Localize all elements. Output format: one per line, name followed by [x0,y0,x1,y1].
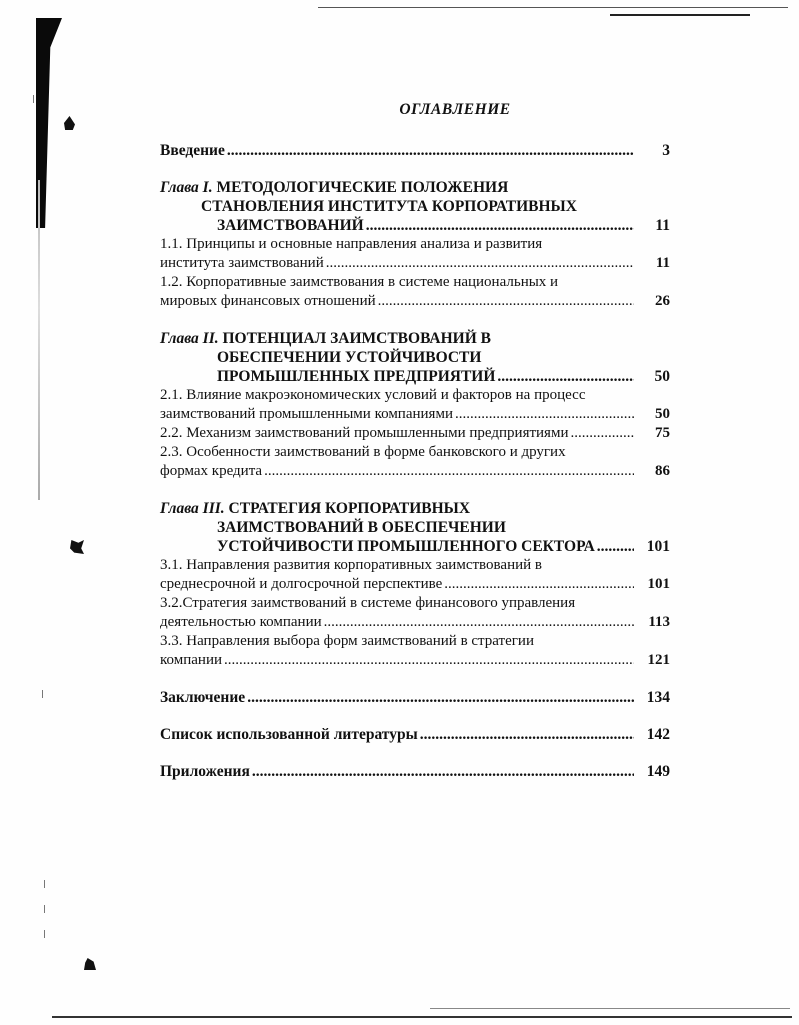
chapter-title-line: ЗАИМСТВОВАНИЙ В ОБЕСПЕЧЕНИИ [217,519,506,536]
leader-dots [247,688,634,707]
toc-entry-conclusion [160,688,670,707]
toc-entry-label: Приложения [160,763,250,780]
scan-tick [42,690,43,698]
scan-blot [84,958,96,970]
scan-tick [44,930,45,938]
toc-page-number: 149 [646,763,670,780]
toc-page-number: 113 [648,614,670,630]
scan-tick [44,905,45,913]
section-title-line: 2.2. Механизм заимствований промышленными предприятиями [160,425,569,441]
leader-dots [326,254,634,273]
section-title-line: института заимствований [160,255,324,271]
section-title-line: деятельностью компании [160,614,322,630]
leader-dots [224,651,634,670]
scan-tick [44,880,45,888]
scan-artifact-edge [38,180,40,500]
section-title-line: 3.1. Направления развития корпоративных заимствований в [160,557,542,573]
toc-page-number: 101 [646,538,670,555]
toc-page-number: 121 [647,652,670,668]
toc-page-number: 50 [655,406,670,422]
scan-artifact-line [610,14,750,16]
leader-dots [444,575,634,594]
section-title-line: среднесрочной и долгосрочной перспективе [160,576,443,592]
toc-page-number: 3 [662,142,670,159]
chapter-title-line: ПРОМЫШЛЕННЫХ ПРЕДПРИЯТИЙ [217,368,496,385]
section-title-line: 2.1. Влияние макроэкономических условий и факторов на процесс [160,387,586,403]
toc-section-1-2 [160,273,670,311]
leader-dots [497,367,634,386]
section-title-line: мировых финансовых отношений [160,293,376,309]
section-title-line: 3.2.Стратегия заимствований в системе финансового управления [160,595,576,611]
leader-dots [420,725,634,744]
chapter-title-line: СТАНОВЛЕНИЯ ИНСТИТУТА КОРПОРАТИВНЫХ [201,198,577,215]
scan-blot [70,540,84,554]
section-title-line: 1.1. Принципы и основные направления анализа и развития [160,236,543,252]
toc-page-number: 26 [655,293,670,309]
toc-section-3-3 [160,632,670,670]
toc-entry-label: Введение [160,142,225,159]
leader-dots [366,216,634,235]
toc-entry-label: Список использованной литературы [160,726,418,743]
section-title-line: 1.2. Корпоративные заимствования в системе национальных и [160,274,559,290]
leader-dots [324,613,634,632]
chapter-title-line: ОБЕСПЕЧЕНИИ УСТОЙЧИВОСТИ [217,349,482,366]
leader-dots [378,292,634,311]
scan-blot [64,116,75,130]
toc-page-number: 11 [655,217,670,234]
toc-page-number: 142 [646,726,670,743]
toc-entry-label: Заключение [160,689,246,706]
toc-section-2-2 [160,424,670,443]
toc-page-number: 50 [654,368,670,385]
toc-section-2-1 [160,386,670,424]
section-title-line: 2.3. Особенности заимствований в форме банковского и других [160,444,566,460]
toc-page-number: 101 [647,576,670,592]
toc-section-3-1 [160,556,670,594]
leader-dots [227,141,634,160]
leader-dots [570,424,634,443]
scan-artifact-line [318,7,788,8]
chapter-title-line: ПОТЕНЦИАЛ ЗАИМСТВОВАНИЙ В [222,330,492,347]
toc-page-number: 75 [655,425,670,441]
scan-artifact-line [430,1008,790,1009]
toc-page-number: 11 [655,255,670,271]
page-title: ОГЛАВЛЕНИЕ [399,101,511,118]
leader-dots [597,537,634,556]
toc-section-2-3 [160,443,670,481]
toc-chapter-3 [160,499,670,670]
toc-chapter-2 [160,329,670,481]
toc-page-number: 86 [655,463,670,479]
section-title-line: 3.3. Направления выбора форм заимствований в стратегии [160,633,534,649]
scan-tick [33,95,34,103]
toc-chapter-1 [160,178,670,311]
section-title-line: компании [160,652,222,668]
toc-section-3-2 [160,594,670,632]
table-of-contents [160,100,670,781]
chapter-title-line: СТРАТЕГИЯ КОРПОРАТИВНЫХ [228,500,471,517]
section-title-line: заимствований промышленными компаниями [160,406,453,422]
chapter-title-line: УСТОЙЧИВОСТИ ПРОМЫШЛЕННОГО СЕКТОРА [217,538,595,555]
section-title-line: формах кредита [160,463,263,479]
toc-entry-appendix [160,762,670,781]
chapter-title-line: ЗАИМСТВОВАНИЙ [217,217,364,234]
leader-dots [264,462,634,481]
chapter-label: Глава I. [160,179,213,196]
scan-artifact-line [52,1016,792,1018]
toc-section-1-1 [160,235,670,273]
leader-dots [252,762,634,781]
toc-page-number: 134 [646,689,670,706]
chapter-label: Глава III. [160,500,225,517]
chapter-label: Глава II. [160,330,219,347]
chapter-title-line: МЕТОДОЛОГИЧЕСКИЕ ПОЛОЖЕНИЯ [216,179,509,196]
leader-dots [455,405,634,424]
toc-entry-intro [160,141,670,160]
toc-entry-references [160,725,670,744]
